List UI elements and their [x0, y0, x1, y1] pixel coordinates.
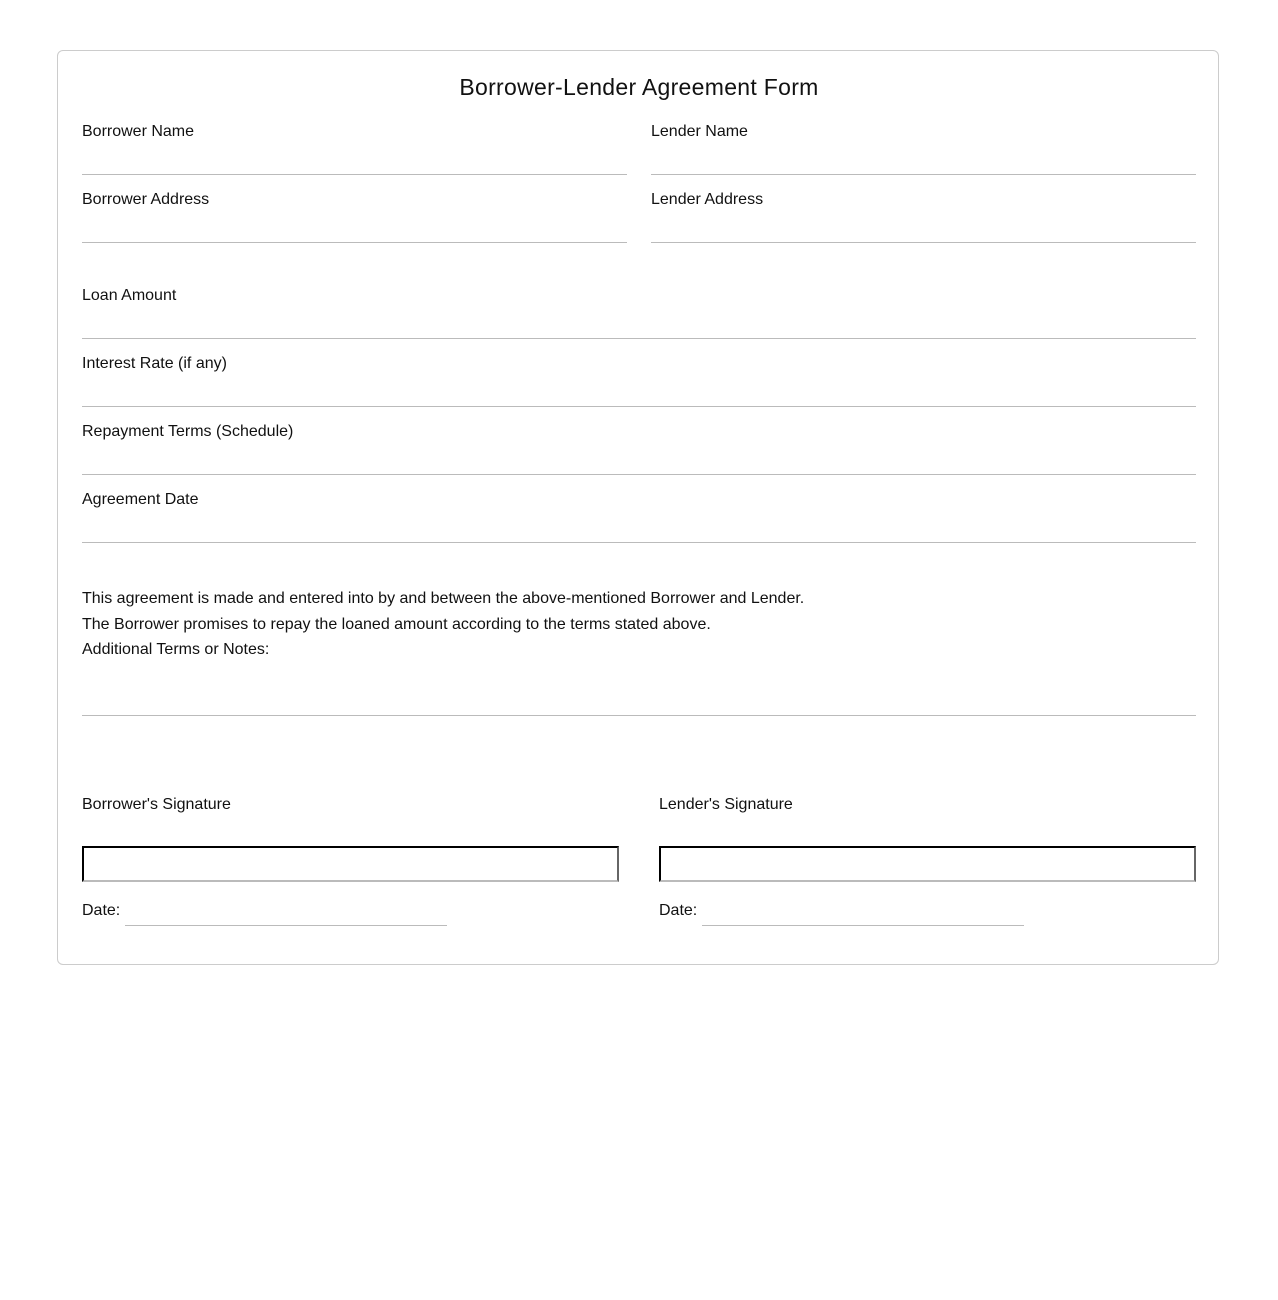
repayment-terms-label: Repayment Terms (Schedule): [82, 423, 294, 440]
borrower-signature-label: Borrower's Signature: [82, 796, 231, 813]
agreement-text: [82, 586, 804, 663]
lender-name-input[interactable]: [651, 134, 1196, 175]
borrower-date-input[interactable]: [125, 905, 447, 926]
agreement-text-line: This agreement is made and entered into by and between the above-mentioned Borrower and Lender.: [82, 590, 805, 607]
borrower-address-label: Borrower Address: [82, 191, 210, 208]
agreement-text-line: The Borrower promises to repay the loaned amount according to the terms stated above.: [82, 615, 711, 633]
interest-rate-label: Interest Rate (if any): [82, 355, 227, 372]
agreement-date-input[interactable]: [82, 502, 1196, 543]
lender-name-label: Lender Name: [651, 123, 748, 140]
lender-signature-input[interactable]: [659, 846, 1196, 882]
lender-date-label: Date:: [659, 902, 698, 919]
borrower-name-label: Borrower Name: [82, 123, 195, 140]
loan-amount-input[interactable]: [82, 298, 1196, 339]
loan-amount-label: Loan Amount: [82, 287, 177, 304]
borrower-signature-input[interactable]: [82, 846, 619, 882]
lender-signature-label: Lender's Signature: [659, 796, 793, 813]
lender-address-label: Lender Address: [651, 191, 764, 208]
agreement-date-label: Agreement Date: [82, 491, 199, 508]
form-title: Borrower-Lender Agreement Form: [459, 74, 819, 100]
borrower-date-label: Date:: [82, 902, 121, 919]
lender-address-input[interactable]: [651, 202, 1196, 243]
interest-rate-input[interactable]: [82, 366, 1196, 407]
borrower-address-input[interactable]: [82, 202, 627, 243]
repayment-terms-input[interactable]: [82, 434, 1196, 475]
lender-date-input[interactable]: [702, 905, 1024, 926]
additional-notes-input[interactable]: [82, 675, 1196, 716]
borrower-name-input[interactable]: [82, 134, 627, 175]
additional-notes-label: Additional Terms or Notes:: [82, 641, 270, 658]
